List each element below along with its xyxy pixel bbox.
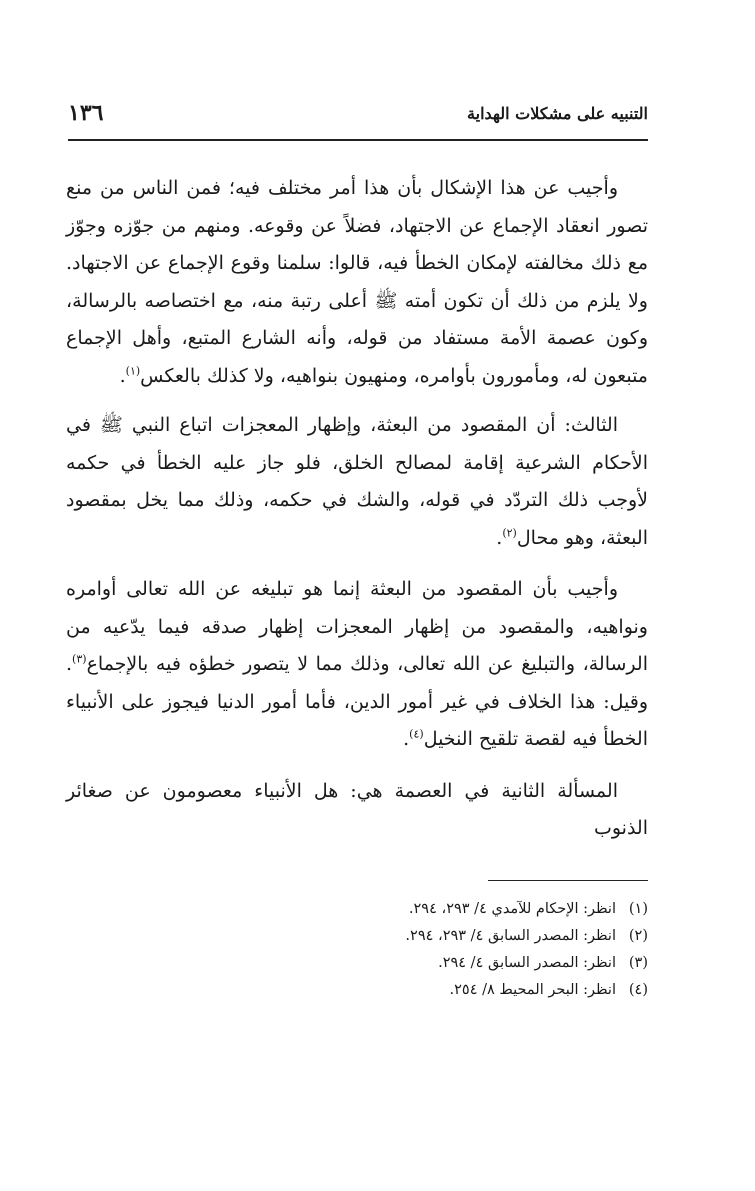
footnote-text: انظر: المصدر السابق ٤/ ٢٩٣، ٢٩٤. xyxy=(405,928,616,944)
footnote-number: (٤) xyxy=(628,982,648,998)
page-number: ١٣٦ xyxy=(68,100,104,126)
footnote-item xyxy=(178,950,648,977)
footnotes xyxy=(178,896,648,1004)
running-title: التنبيه على مشكلات الهداية xyxy=(467,103,648,123)
footnote-text: انظر: البحر المحيط ٨/ ٢٥٤. xyxy=(449,982,616,998)
footnote-item xyxy=(178,896,648,923)
paragraph-2 xyxy=(66,407,648,557)
paragraph-3 xyxy=(66,571,648,759)
footnote-number: (١) xyxy=(628,901,648,917)
footnote-ref-4: (٤) xyxy=(409,727,424,741)
paragraph-1 xyxy=(66,170,648,395)
paragraph-4-text: المسألة الثانية في العصمة هي: هل الأنبياء معصومون عن صغائر الذنوب xyxy=(66,779,648,839)
footnote-ref-3: (٣) xyxy=(72,652,87,666)
paragraph-4 xyxy=(66,773,648,848)
paragraph-3-end: . xyxy=(403,728,410,750)
paragraph-3-text-b: . وقيل: هذا الخلاف في غير أمور الدين، فأما أمور الدنيا فيجوز على الأنبياء الخطأ فيه لقصة تلقيح النخيل xyxy=(66,653,648,750)
footnote-item xyxy=(178,977,648,1004)
footnote-ref-1: (١) xyxy=(125,364,141,378)
paragraph-1-text: وأجيب عن هذا الإشكال بأن هذا أمر مختلف فيه؛ فمن الناس من منع تصور انعقاد الإجماع عن الاجتهاد، فضلاً عن وقوعه. ومنهم من جوّزه وجوّز مع ذلك مخالفته لإمكان الخطأ فيه، قالوا: سلمنا وقوع الإجماع عن الاجتهاد. ولا يلزم من ذلك أن تكون أمته ﷺ أعلى رتبة منه، مع اختصاصه بالرسالة، وكون عصمة الأمة مستفاد من قوله، وأنه الشارع المتبع، وأهل الإجماع متبعون له، ومأمورون بأوامره، ومنهيون بنواهيه، ولا كذلك بالعكس xyxy=(66,177,648,387)
paragraph-2-end: . xyxy=(496,526,503,549)
page-header xyxy=(68,95,648,131)
paragraph-3-text-a: وأجيب بأن المقصود من البعثة إنما هو تبليغه عن الله تعالى أوامره ونواهيه، والمقصود من إظهار المعجزات إظهار صدقه فيما يدّعيه من الرسالة، والتبليغ عن الله تعالى، وذلك مما لا يتصور خطؤه فيه بالإجماع xyxy=(66,578,648,675)
paragraph-2-text: الثالث: أن المقصود من البعثة، وإظهار المعجزات اتباع النبي ﷺ في الأحكام الشرعية إقامة لمصالح الخلق، فلو جاز عليه الخطأ في حكمه لأوجب ذلك التردّد في قوله، والشك في حكمه، وذلك مما يخل بمقصود البعثة، وهو محال xyxy=(66,414,648,549)
footnote-number: (٢) xyxy=(628,928,648,944)
footnote-text: انظر: المصدر السابق ٤/ ٢٩٤. xyxy=(438,955,616,971)
main-text xyxy=(66,170,648,860)
footnote-separator xyxy=(488,880,648,881)
header-rule xyxy=(68,139,648,141)
paragraph-1-end: . xyxy=(119,364,126,387)
footnote-ref-2: (٢) xyxy=(502,526,517,540)
footnote-item xyxy=(178,923,648,950)
footnote-number: (٣) xyxy=(628,955,648,971)
footnote-text: انظر: الإحكام للآمدي ٤/ ٢٩٣، ٢٩٤. xyxy=(408,901,616,917)
